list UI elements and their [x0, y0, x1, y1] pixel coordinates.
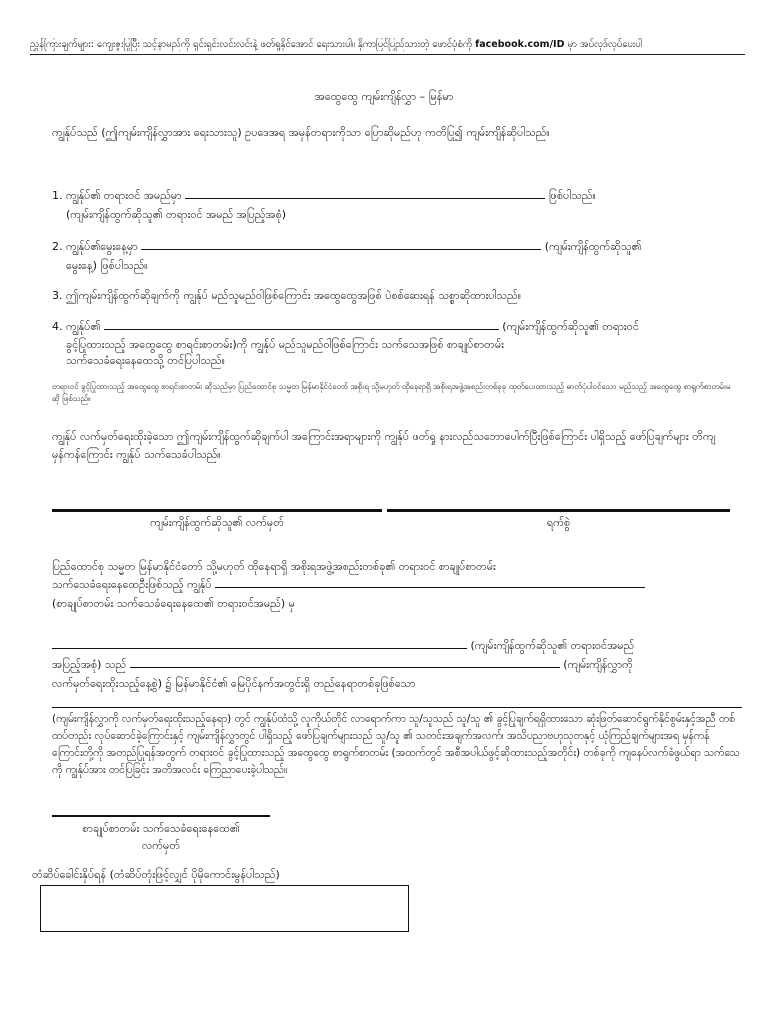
notary-affiant-line [52, 637, 742, 655]
notary-line-3: (စာချုပ်စာတမ်း သက်သေခံရေးနေထေ၏ တရားဝင်အမည်) မှ [52, 597, 295, 610]
item-2 [52, 238, 732, 256]
item-1-end: ဖြစ်ပါသည်။ [548, 189, 596, 202]
item-4-number: 4. [52, 320, 63, 333]
item-2-number: 2. [52, 240, 63, 253]
item-1 [52, 187, 732, 205]
instruction-header [30, 38, 750, 51]
notary-signature-line[interactable] [52, 815, 270, 817]
notary-date-line-end: (ကျမ်းကျိန်လွှာကို [563, 658, 633, 671]
item-1-text: ကျွန်ုပ်၏ တရားဝင် အမည်မှာ [66, 189, 182, 202]
id-document-field[interactable] [104, 318, 499, 330]
item-4-line2: ခွင့်ပြုထားသည့် အထွေထွေ စာရင်းစာတမ်း)ကို ကျွန်ုပ် မည်သူမည်ဝါဖြစ်ကြောင်း သက်သေအဖြစ် စာချုပ်စာတမ်း [66, 338, 504, 351]
stamp-box[interactable] [40, 885, 409, 932]
affiant-full-name-field[interactable] [52, 637, 467, 649]
item-3-text: ဤကျမ်းကျိန်ထွက်ဆိုချက်ကို ကျွန်ုပ် မည်သူမည်ဝါဖြစ်ကြောင်း အထွေထွေအဖြစ် ပဲစစ်ဆေးရန် သစ္စာဆိုထားပါသည်။ [66, 289, 522, 302]
notary-date-line-start: အပြည့်အစုံ) သည် [52, 658, 127, 671]
item-4-end: (ကျမ်းကျိန်ထွက်ဆိုသူ၏ တရားဝင် [502, 320, 639, 333]
item-1-note: (ကျမ်းကျိန်ထွက်ဆိုသူ၏ တရားဝင် အမည် အပြည့်အစုံ) [66, 208, 287, 221]
signing-date-field[interactable] [130, 656, 560, 668]
notary-affiant-line-end: (ကျမ်းကျိန်ထွက်ဆိုသူ၏ တရားဝင်အမည် [470, 639, 635, 652]
date-label: ရက်စွဲ [546, 516, 571, 529]
item-2-note: မွေးနေ့) ဖြစ်ပါသည်။ [66, 259, 148, 272]
declaration-paragraph: ကျွန်ုပ် လက်မှတ်ရေးထိုးခဲ့သော ဤကျမ်းကျိန်ထွက်ဆိုချက်ပါ အကြောင်းအရာများကို ကျွန်ုပ် ဖတ်ရှု နားလည်သဘောပေါက်ပြီးဖြစ်ကြောင်း ပါရှိသည့် ဖော်ပြချက်များ တိကျမှန်ကန်ကြောင်း ကျွန်ုပ် သက်သေခံပါသည်။ [52, 430, 716, 461]
notary-signature-label-2: လက်မှတ် [141, 839, 181, 852]
footnote: တရားဝင် ခွင့်ပြုထားသည့် အထွေထွေ စာရင်းစာတမ်း ဆိုသည်မှာ ပြည်ထောင်စု သမ္မတ မြန်မာနိုင်ငံတော် အစိုးရ သို့မဟုတ် ထိုနေရာရှိ အစိုးရအဖွဲ့အစည်းတစ်ခုခု ထုတ်ပေးထားသည့် ဓာတ်ပုံပါဝင်သော မည်သည့် အထွေထွေ စာရွက်စာတမ်းမဆို ဖြစ်သည်။ [52, 382, 731, 403]
item-3 [52, 287, 742, 305]
notary-line-2-text: သက်သေခံရေးနေထေဦးဖြစ်သည့် ကျွန်ုပ် [52, 578, 212, 591]
notary-attestation: (ကျမ်းကျိန်လွှာကို လက်မှတ်ရေးထိုးသည့်နေရာ) တွင် ကျွန်ုပ်ထံသို့ လူကိုယ်တိုင် လာရောက်ကာ သူ/သူသည် သူ/သူ ၏ ခွင့်ပြုချက်ရရှိထားသော ဆုံးဖြတ်ဆောင်ရွက်နိုင်စွမ်းနှင့်အညီ တစ်ထပ်တည်း လုပ်ဆောင်ခဲ့ကြောင်းနှင့် ကျမ်းကျိန်လွှာတွင် ပါရှိသည့် ဖော်ပြချက်များသည် သူ/သူ ၏ သတင်းအချက်အလက်၊ အသိပညာဗဟုသုတနှင့် ယုံကြည်ချက်များအရ မှန်ကန်ကြောင်းတို့ကို အတည်ပြုရန်အတွက် တရားဝင် ခွင့်ပြုထားသည့် အထွေထွေ စာရွက်စာတမ်း (အထက်တွင် အစီအပါယ်ဖွင့်ဆိုထားသည့်အတိုင်း) တစ်ခုကို ကျနေပ်လက်ခံဖွယ်ရာ သက်သေကို ကျွန်ုပ်အား တင်ပြခြင်း အတိအလင်း ကြေညာပေးခဲ့ပါသည်။ [52, 713, 740, 776]
signing-location-field[interactable] [52, 707, 742, 708]
notary-line-1: ပြည်ထောင်စု သမ္မတ မြန်မာနိုင်ငံတော် သို့မဟုတ် ထိုနေရာရှိ အစိုးရအဖွဲ့အစည်းတစ်ခု၏ တရားဝင် စာချုပ်စာတမ်း [52, 560, 496, 573]
notary-location-line: လက်မှတ်ရေးထိုးသည့်နေ့စွဲ) ၌ မြန်မာနိုင်ငံ၏ မြေပိုင်နက်အတွင်းရှိ တည်နေရာတစ်ခုဖြစ်သော [52, 677, 416, 690]
item-3-number: 3. [52, 289, 63, 302]
affiant-signature-line[interactable] [52, 509, 382, 512]
instruction-text: ညွှန်ကြားချက်များ: ကျေးဇူးပြုပြီး သင့်နာမည်ကို ရှင်းရှင်းလင်းလင်းနဲ့ ဖတ်ရှုနိုင်အောင် ရေးသားပါ။ နိုကာပြင်ပြည်သားတဲ့ ဖောင်ပုံစံကို [30, 39, 473, 50]
notary-name-field[interactable] [215, 576, 645, 588]
instruction-text-end: မှာ အပ်လုဒ်လုပ်ပေးပါ [567, 39, 643, 50]
item-2-text: ကျွန်ုပ်၏မွေးနေ့မှာ [66, 240, 138, 253]
date-signature-line[interactable] [387, 509, 730, 512]
notary-date-line [52, 656, 742, 674]
item-4-line3: သက်သေခံရေးနေထေသို့ တင်ပြပါသည်။ [66, 354, 225, 367]
stamp-label: တံဆိပ်ခေါင်းနှိပ်ရန် (တံဆိပ်တုံးဖြင့်လျှင် ပိုမိုကောင်းမွန်ပါသည်) [32, 868, 280, 881]
item-1-number: 1. [52, 189, 63, 202]
item-2-end: (ကျမ်းကျိန်ထွက်ဆိုသူ၏ [544, 240, 642, 253]
document-title: အထွေထွေ ကျမ်းကျိန်လွှာ – မြန်မာ [314, 90, 454, 103]
affiant-signature-label: ကျမ်းကျိန်ထွက်ဆိုသူ၏ လက်မှတ် [150, 516, 284, 529]
intro-paragraph: ကျွန်ုပ်သည် (ဤကျမ်းကျိန်လွှာအား ရေးသားသူ) ဥပဒေအရ အမှန်တရားကိုသာ ပြောဆိုမည်ဟု ကတိပြု၍ ကျမ်းကျိန်ဆိုပါသည်။ [52, 126, 550, 139]
item-4 [52, 318, 742, 336]
notary-line-2 [52, 576, 742, 594]
item-4-text: ကျွန်ုပ်၏ [66, 320, 101, 333]
upload-link[interactable]: facebook.com/ID [475, 39, 565, 50]
notary-signature-label-1: စာချုပ်စာတမ်း သက်သေခံရေးနေထေ၏ [82, 822, 240, 835]
birthdate-field[interactable] [141, 238, 541, 250]
header-divider [30, 54, 745, 55]
legal-name-field[interactable] [185, 187, 545, 199]
